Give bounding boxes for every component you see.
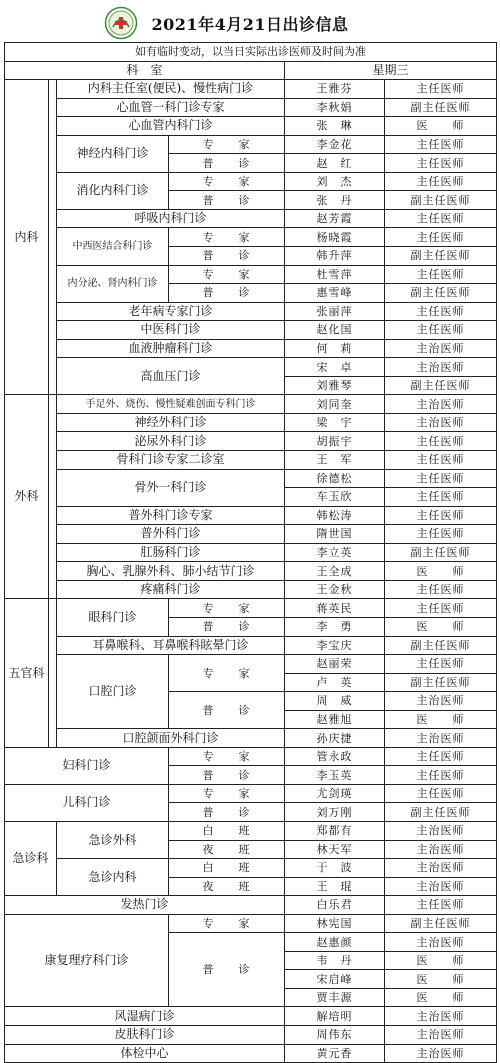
title-cell: 主任医师 [385,154,497,173]
doctor-cell: 刘雅琴 [285,376,385,395]
kind-cell: 专 家 [169,265,285,284]
title-cell: 医 师 [385,710,497,729]
kind-cell: 专 家 [169,784,285,803]
clinic-cell: 泌尿外科门诊 [57,432,285,451]
subclinic-cell: 中西医结合科门诊 [57,228,169,265]
kind-cell: 专 家 [169,172,285,191]
doctor-cell: 刘 杰 [285,172,385,191]
page-title: 2021年4月21日出诊信息 [151,15,349,34]
table-row [5,172,497,191]
day-header: 星期三 [285,61,497,80]
clinic-cell: 心血管一科门诊专家 [57,98,285,117]
title-cell: 主任医师 [385,209,497,228]
title-cell: 主任医师 [385,265,497,284]
kind-cell: 专 家 [169,599,285,618]
doctor-cell: 赵芳霞 [285,209,385,228]
title-cell: 副主任医师 [385,543,497,562]
doctor-cell: 刘同奎 [285,395,385,414]
clinic-cell: 手足外、烧伤、慢性疑难创面专科门诊 [57,395,285,414]
dept-cell: 五官科 [5,599,49,747]
title-cell: 主治医师 [385,1044,497,1063]
spacer-cell [49,599,57,747]
schedule-sheet [4,4,496,1063]
table-row [5,655,497,674]
dept-cell: 急诊科 [5,821,57,895]
table-row [5,914,497,933]
clinic-cell: 骨外一科门诊 [57,469,285,506]
doctor-cell: 宋启峰 [285,970,385,989]
title-cell: 主任医师 [385,228,497,247]
clinic-cell: 皮肤科门诊 [5,1025,285,1044]
clinic-cell: 风湿病门诊 [5,1007,285,1026]
dept-cell: 康复理疗科门诊 [5,914,169,1007]
title-cell: 主治医师 [385,933,497,952]
title-cell: 主任医师 [385,302,497,321]
subclinic-cell: 内分泌、肾内科门诊 [57,265,169,302]
note-row [5,43,497,62]
doctor-cell: 杨晓霞 [285,228,385,247]
doctor-cell: 梁 宇 [285,413,385,432]
doctor-cell: 王金秋 [285,580,385,599]
title-cell: 医 师 [385,988,497,1007]
dept-cell: 妇科门诊 [5,747,169,784]
kind-cell: 白 班 [169,821,285,840]
title-cell: 主任医师 [385,766,497,785]
title-cell: 主任医师 [385,784,497,803]
table-row [5,1025,497,1044]
doctor-cell: 李金花 [285,135,385,154]
doctor-cell: 周 威 [285,692,385,711]
doctor-cell: 韩松涛 [285,506,385,525]
doctor-cell: 李玉英 [285,766,385,785]
title-cell: 副主任医师 [385,636,497,655]
table-row [5,80,497,99]
doctor-cell: 隋世国 [285,525,385,544]
doctor-cell: 贾丰源 [285,988,385,1007]
doctor-cell: 赵丽荣 [285,655,385,674]
table-row [5,747,497,766]
title-cell: 主任医师 [385,432,497,451]
table-row [5,469,497,488]
table-row [5,636,497,655]
table-row [5,302,497,321]
doctor-cell: 郑都有 [285,821,385,840]
clinic-cell: 血液肿瘤科门诊 [57,339,285,358]
title-cell: 副主任医师 [385,803,497,822]
doctor-cell: 林宪国 [285,914,385,933]
kind-cell: 普 诊 [169,766,285,785]
kind-cell: 普 诊 [169,803,285,822]
subclinic-cell: 口腔门诊 [57,655,169,729]
title-cell: 主任医师 [385,451,497,470]
doctor-cell: 张丽萍 [285,302,385,321]
table-row [5,98,497,117]
clinic-cell: 内科主任室(便民)、慢性病门诊 [57,80,285,99]
table-row [5,117,497,136]
table-row [5,543,497,562]
title-cell: 主治医师 [385,1007,497,1026]
clinic-cell: 普外科门诊 [57,525,285,544]
kind-cell: 专 家 [169,228,285,247]
table-row [5,562,497,581]
kind-cell: 专 家 [169,747,285,766]
clinic-cell: 中医科门诊 [57,321,285,340]
clinic-cell: 肛肠科门诊 [57,543,285,562]
table-row [5,525,497,544]
dept-header: 科 室 [5,61,285,80]
table-row [5,413,497,432]
clinic-cell: 普外科门诊专家 [57,506,285,525]
clinic-cell: 胸心、乳腺外科、肺小结节门诊 [57,562,285,581]
kind-cell: 普 诊 [169,692,285,729]
table-row [5,265,497,284]
title-cell: 主治医师 [385,821,497,840]
title-cell: 主任医师 [385,747,497,766]
title-cell: 主任医师 [385,655,497,674]
doctor-cell: 宋 卓 [285,358,385,377]
title-cell: 副主任医师 [385,284,497,303]
kind-cell: 普 诊 [169,933,285,1007]
title-cell: 医 师 [385,562,497,581]
doctor-cell: 管永政 [285,747,385,766]
doctor-cell: 张 丹 [285,191,385,210]
title-cell: 主任医师 [385,135,497,154]
title-cell: 主治医师 [385,859,497,878]
kind-cell: 白 班 [169,859,285,878]
title-cell: 主任医师 [385,321,497,340]
doctor-cell: 李宝庆 [285,636,385,655]
spacer-cell [49,395,57,599]
doctor-cell: 何 莉 [285,339,385,358]
kind-cell: 普 诊 [169,154,285,173]
table-row [5,729,497,748]
clinic-cell: 体检中心 [5,1044,285,1063]
table-row [5,209,497,228]
doctor-cell: 韩升萍 [285,247,385,266]
subclinic-cell: 急诊内科 [57,859,169,896]
dept-cell: 外科 [5,395,49,599]
clinic-cell: 老年病专家门诊 [57,302,285,321]
table-row [5,432,497,451]
kind-cell: 夜 班 [169,840,285,859]
doctor-cell: 周伟东 [285,1025,385,1044]
table-row [5,821,497,840]
table-row [5,339,497,358]
title-cell: 主治医师 [385,840,497,859]
title-cell: 主治医师 [385,1025,497,1044]
title-cell: 副主任医师 [385,98,497,117]
doctor-cell: 黄元香 [285,1044,385,1063]
table-row [5,228,497,247]
kind-cell: 普 诊 [169,247,285,266]
title-cell: 主任医师 [385,488,497,507]
doctor-cell: 孙庆捷 [285,729,385,748]
clinic-cell: 心血管内科门诊 [57,117,285,136]
title-cell: 主治医师 [385,358,497,377]
table-row [5,859,497,878]
title-cell: 副主任医师 [385,247,497,266]
doctor-cell: 惠雪峰 [285,284,385,303]
title-cell: 主治医师 [385,729,497,748]
title-cell: 医 师 [385,617,497,636]
clinic-cell: 口腔颌面外科门诊 [57,729,285,748]
table-row [5,1007,497,1026]
table-row [5,321,497,340]
doctor-cell: 林天军 [285,840,385,859]
subclinic-cell: 神经内科门诊 [57,135,169,172]
title-cell: 副主任医师 [385,191,497,210]
table-row [5,358,497,377]
title-cell: 主任医师 [385,469,497,488]
doctor-cell: 赵惠颜 [285,933,385,952]
title-cell: 主任医师 [385,506,497,525]
dept-cell: 内科 [5,80,49,395]
kind-cell: 普 诊 [169,284,285,303]
clinic-cell: 神经外科门诊 [57,413,285,432]
kind-cell: 专 家 [169,135,285,154]
clinic-cell: 发热门诊 [5,896,285,915]
title-cell: 主治医师 [385,877,497,896]
doctor-cell: 赵 红 [285,154,385,173]
doctor-cell: 王 琨 [285,877,385,896]
title-cell: 副主任医师 [385,914,497,933]
doctor-cell: 卢 英 [285,673,385,692]
table-row [5,506,497,525]
title-cell: 医 师 [385,970,497,989]
title-cell: 主任医师 [385,580,497,599]
title-cell: 主治医师 [385,339,497,358]
table-row [5,1044,497,1063]
doctor-cell: 王雅芬 [285,80,385,99]
header [4,4,496,42]
subclinic-cell: 眼科门诊 [57,599,169,636]
table-row [5,599,497,618]
clinic-cell: 耳鼻喉科、耳鼻喉科眩晕门诊 [57,636,285,655]
doctor-cell: 李立英 [285,543,385,562]
kind-cell: 专 家 [169,914,285,933]
notice-text: 如有临时变动，以当日实际出诊医师及时间为准 [5,43,497,62]
title-cell: 主治医师 [385,395,497,414]
doctor-cell: 韦 丹 [285,951,385,970]
title-cell: 主任医师 [385,525,497,544]
kind-cell: 专 家 [169,655,285,692]
doctor-cell: 车玉欣 [285,488,385,507]
title-cell: 主治医师 [385,692,497,711]
spacer-cell [49,80,57,395]
table-row [5,784,497,803]
clinic-cell: 高血压门诊 [57,358,285,395]
title-cell: 副主任医师 [385,376,497,395]
title-cell: 主任医师 [385,172,497,191]
kind-cell: 普 诊 [169,617,285,636]
subclinic-cell: 急诊外科 [57,821,169,858]
doctor-cell: 刘万刚 [285,803,385,822]
title-cell: 医 师 [385,951,497,970]
doctor-cell: 赵雅旭 [285,710,385,729]
table-row [5,451,497,470]
clinic-cell: 骨科门诊专家二诊室 [57,451,285,470]
doctor-cell: 徐德松 [285,469,385,488]
table-row [5,395,497,414]
subclinic-cell: 消化内科门诊 [57,172,169,209]
schedule-table [4,42,497,1063]
doctor-cell: 李 勇 [285,617,385,636]
doctor-cell: 解培明 [285,1007,385,1026]
doctor-cell: 王全成 [285,562,385,581]
doctor-cell: 尤剑瑛 [285,784,385,803]
clinic-cell: 疼痛科门诊 [57,580,285,599]
doctor-cell: 李秋娟 [285,98,385,117]
table-row [5,896,497,915]
clinic-cell: 呼吸内科门诊 [57,209,285,228]
title-cell: 主治医师 [385,413,497,432]
table-row [5,580,497,599]
title-cell: 主任医师 [385,599,497,618]
table-row [5,135,497,154]
doctor-cell: 白乐君 [285,896,385,915]
kind-cell: 夜 班 [169,877,285,896]
doctor-cell: 张 琳 [285,117,385,136]
title-cell: 主任医师 [385,80,497,99]
doctor-cell: 蒋英民 [285,599,385,618]
doctor-cell: 杜雪萍 [285,265,385,284]
title-cell: 主任医师 [385,896,497,915]
title-cell: 医 师 [385,117,497,136]
title-cell: 副主任医师 [385,673,497,692]
doctor-cell: 王 军 [285,451,385,470]
doctor-cell: 于 波 [285,859,385,878]
doctor-cell: 胡振宇 [285,432,385,451]
header-row [5,61,497,80]
dept-cell: 儿科门诊 [5,784,169,821]
kind-cell: 普 诊 [169,191,285,210]
doctor-cell: 赵化国 [285,321,385,340]
